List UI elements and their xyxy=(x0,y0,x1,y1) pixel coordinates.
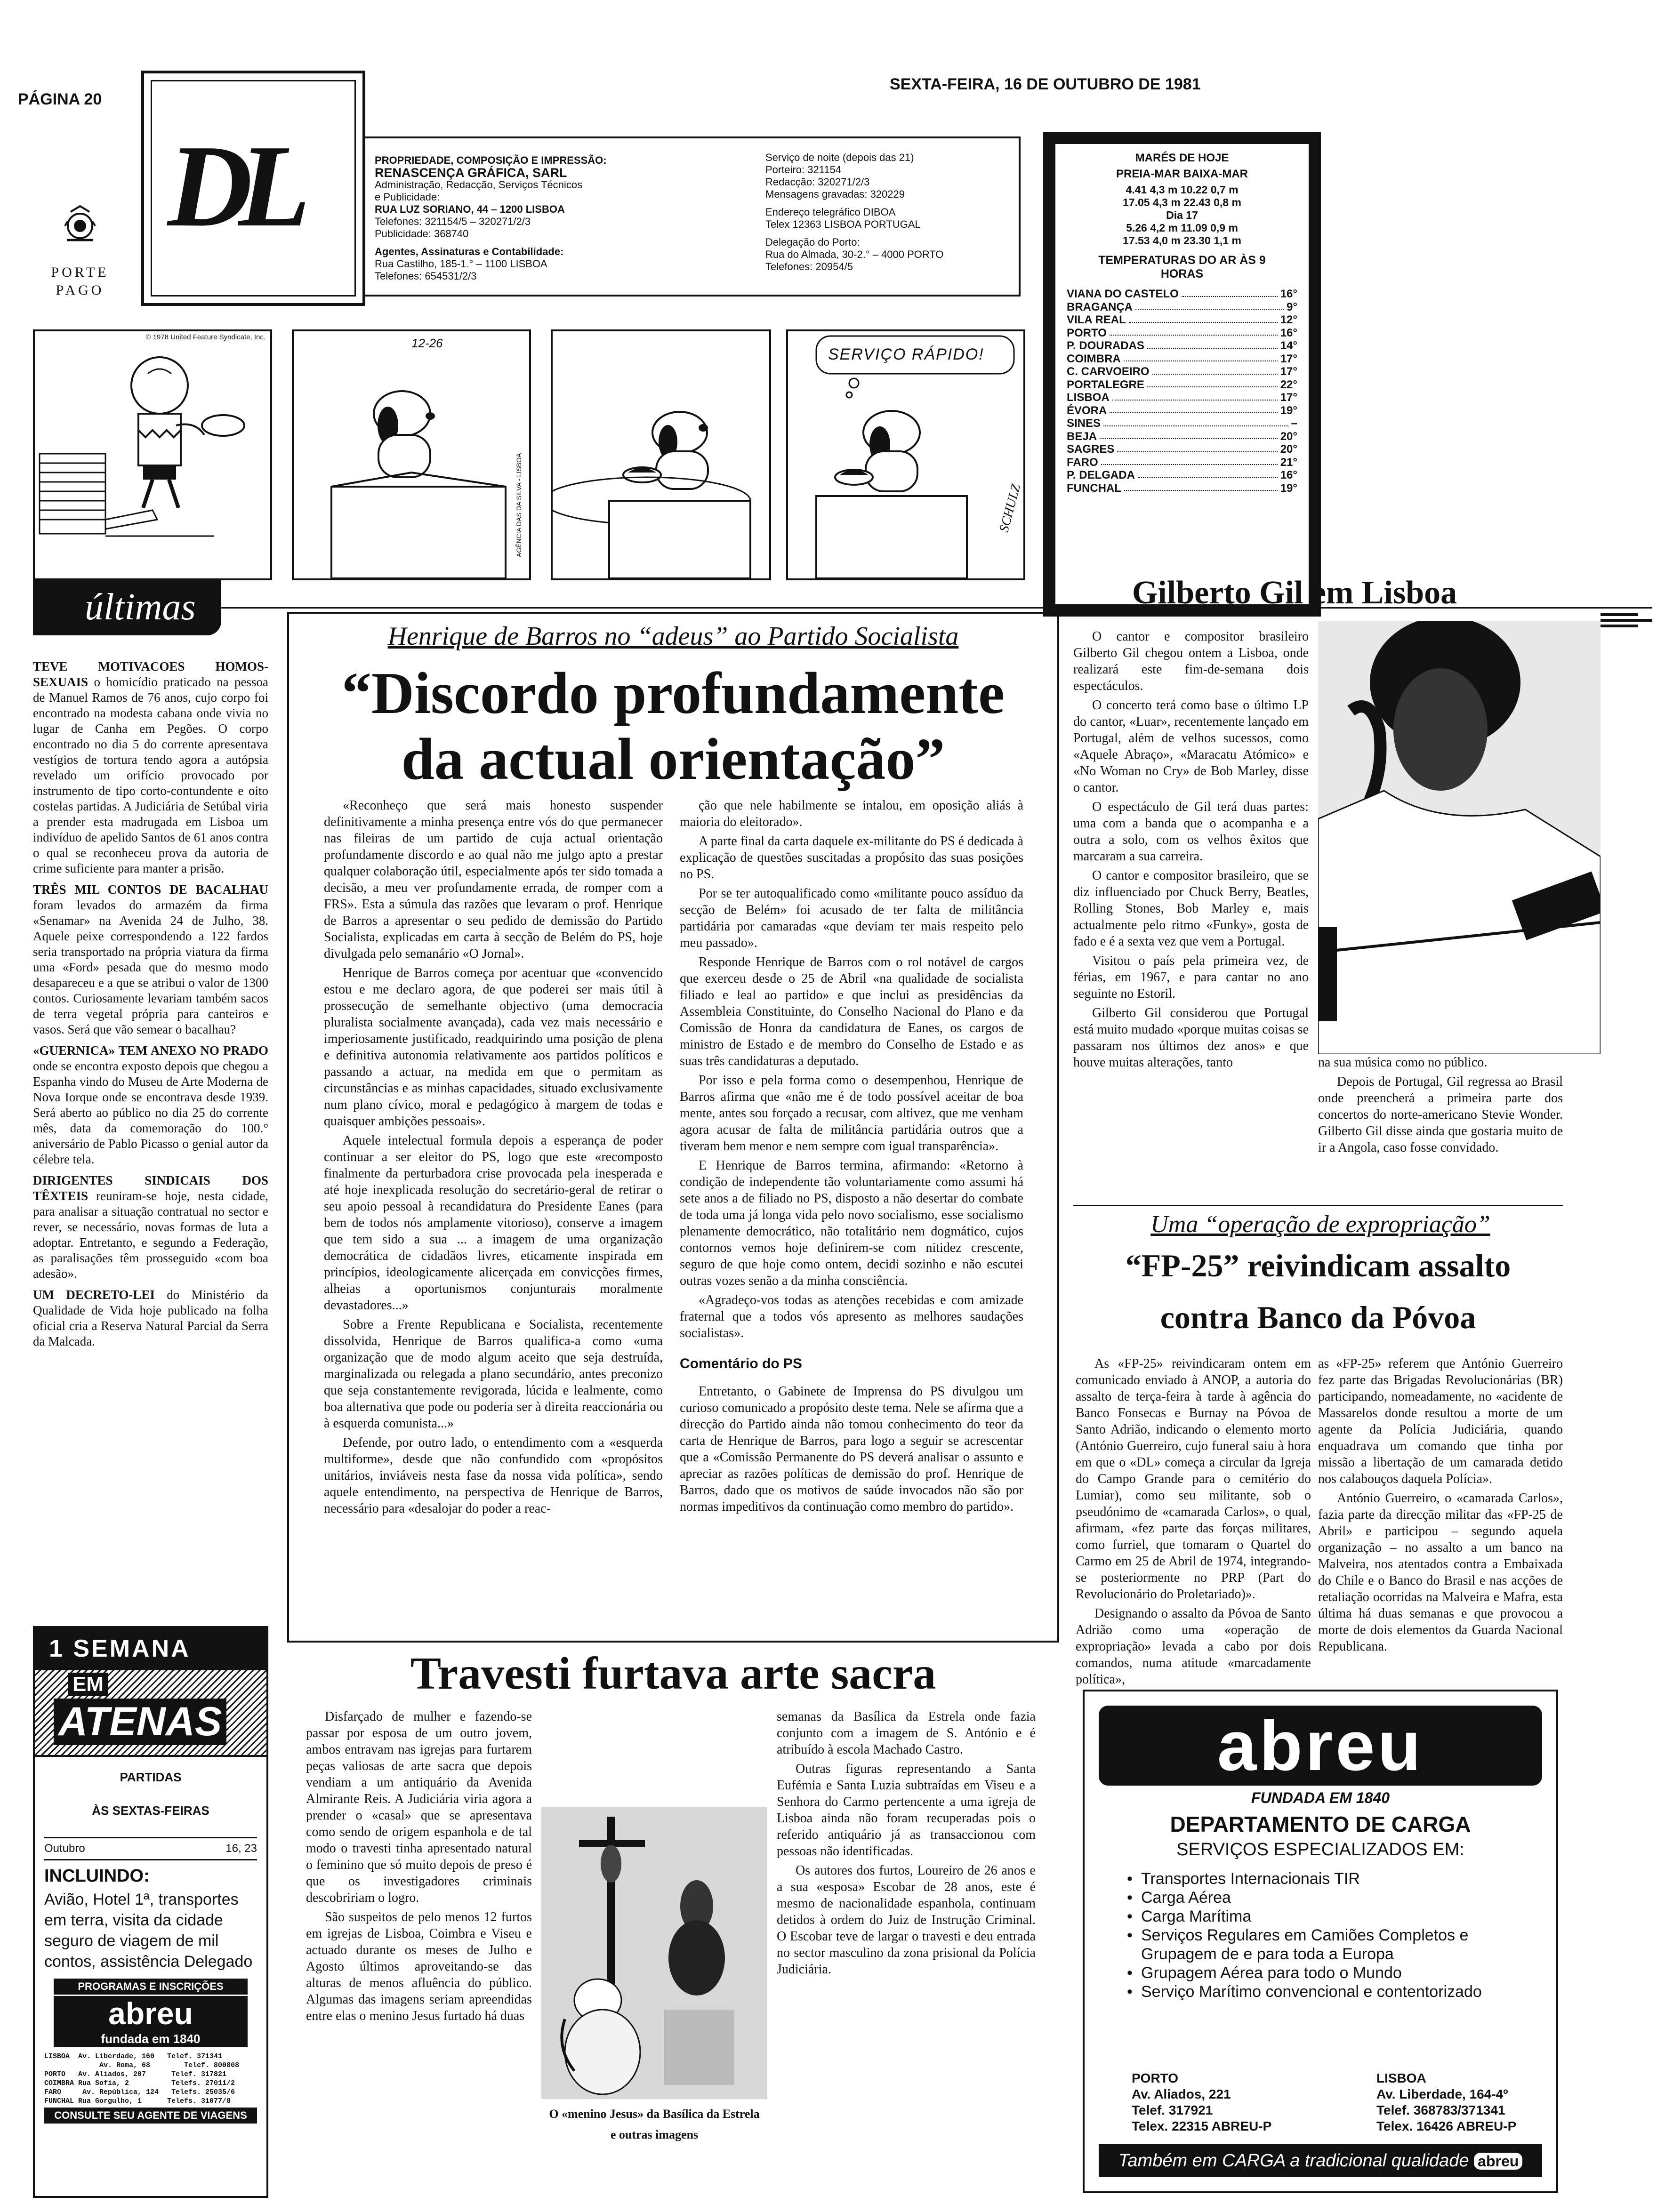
article-paragraph: «Agradeço-vos todas as atenções recebidas e com amizade fraternal que a todos vós apresento as melhores saudações socialistas». xyxy=(680,1293,1023,1340)
main-article-box xyxy=(287,612,1059,1643)
ultimas-lead: DIRIGENTES SINDICAIS DOS TÊXTEIS xyxy=(33,1173,268,1203)
ultimas-text: foram levados do armazém da firma «Senamar» na Avenida 24 de Julho, 38. Aquele peixe correspondendo a 122 fardos seria transportado na própria viatura da firma uma «Ford» pesada que do mesmo modo desapareceu e a que se atribui o valor de 1300 contos. Curiosamente levariam também sacos de terra vegetal própria para canteiros e vasos. Será que vão semear o bacalhau? xyxy=(33,898,268,1036)
temp-value: 19° xyxy=(1280,404,1297,417)
abreu-bullet-item xyxy=(1127,1907,1537,1926)
temp-city: P. DELGADA xyxy=(1067,469,1135,481)
temp-city: PORTALEGRE xyxy=(1067,378,1144,391)
article-paragraph: Aquele intelectual formula depois a esperança de poder continuar a ser eleitor do PS, logo que este «recomposto finalmente da perturbadora crise provocada pela inesperada e até hoje inexplicada resolução do secretário-geral de retirar o seu apoio pessoal à recandidatura do Presidente Eanes (para bem de todos nós amplamente vitorioso), conserve a imagem que tem sido a sua ... a imagem de uma organização democrática de cidadãos livres, eticamente inspirada em princípios, ideologicamente alicerçada em convicções firmes, alheias a oportunismos conjunturais moralmente devastadores...» xyxy=(324,1133,663,1313)
article-paragraph: Designando o assalto da Póvoa de Santo Adrião como uma «operação de expropriação» levada a cabo por dois comandos, numa atitude «marcadamente política», xyxy=(1076,1606,1311,1687)
page-number: PÁGINA 20 xyxy=(18,90,102,108)
masthead-line: Telex 12363 LISBOA PORTUGAL xyxy=(765,218,921,230)
masthead-line: Telefones: 654531/2/3 xyxy=(375,270,477,282)
travesti-headline: Travesti furtava arte sacra xyxy=(410,1648,936,1699)
atenas-brand: abreu xyxy=(54,1995,248,2031)
bullet-icon: • xyxy=(1127,1907,1133,1925)
article-paragraph: as «FP-25» referem que António Guerreiro fez parte das Brigadas Revolucionárias (BR) participando, nomeadamente, no «acidente de Massarelos donde resultou a morte de um agente da Polícia Judiciária, quando enquadrava um comando que tinha por missão a libertação de um camarada detido nos calabouços daquela Polícia». xyxy=(1318,1356,1563,1486)
main-article-col-1 xyxy=(324,797,663,1520)
temp-city: SINES xyxy=(1067,417,1101,430)
temp-city: ÉVORA xyxy=(1067,404,1107,417)
atenas-partidas: PARTIDAS xyxy=(120,1770,182,1784)
temp-value: 22° xyxy=(1280,378,1297,391)
masthead-line: Telefones: 20954/5 xyxy=(765,261,853,272)
temp-value: 16° xyxy=(1280,326,1297,339)
masthead-line: Delegação do Porto: xyxy=(765,236,860,248)
temp-row xyxy=(1067,353,1297,366)
masthead-line: Redacção: 320271/2/3 xyxy=(765,176,870,188)
tide-row: 17.05 4,3 m 22.43 0,8 m xyxy=(1123,196,1241,208)
temps-title: TEMPERATURAS DO AR ÀS 9 HORAS xyxy=(1098,254,1266,281)
atenas-dias: ÀS SEXTAS-FEIRAS xyxy=(92,1803,209,1818)
comic-panel-4 xyxy=(786,329,1025,580)
comic-panel-3 xyxy=(551,329,771,580)
abreu-bullet-item xyxy=(1127,1869,1537,1888)
article-paragraph: Defende, por outro lado, o entendimento com a «esquerda multiforme», desde que não confundido com «propósitos unitários, inviáveis nesta fase da nossa vida política», sendo aquele entendimento, na perspectiva de Henrique de Barros, necessário para «desalojar do poder a reac- xyxy=(324,1435,663,1516)
masthead-line: Administração, Redacção, Serviços Técnicos xyxy=(375,179,583,191)
abreu-porto-line: Av. Aliados, 221 xyxy=(1132,2087,1231,2101)
temp-city: P. DOURADAS xyxy=(1067,339,1144,352)
ultimas-lead: UM DECRETO-LEI xyxy=(33,1288,155,1302)
temp-row xyxy=(1067,443,1297,456)
atenas-offices xyxy=(44,2052,257,2106)
fp25-headline-1: “FP-25” reivindicam assalto xyxy=(1125,1248,1511,1283)
ultimas-banner xyxy=(33,579,221,635)
snoopy-drawing-1 xyxy=(294,331,529,578)
temps-list xyxy=(1067,288,1297,495)
abreu-brand: abreu xyxy=(1217,1706,1424,1785)
crest-icon xyxy=(61,202,99,249)
arrow-icon xyxy=(1601,612,1652,633)
atenas-header xyxy=(35,1628,266,1757)
main-kicker: Henrique de Barros no “adeus” ao Partido Socialista xyxy=(387,622,959,651)
crucifix-icon xyxy=(541,1807,767,2099)
abreu-bullet-item xyxy=(1127,1982,1537,2001)
atenas-ad xyxy=(33,1626,268,2198)
abreu-logo xyxy=(1099,1706,1542,1786)
bullet-icon: • xyxy=(1127,1983,1133,2001)
office-line: FARO Av. República, 124 Telefs. 25035/6 xyxy=(44,2088,235,2096)
masthead-line: Serviço de noite (depois das 21) xyxy=(765,152,914,163)
article-paragraph: Responde Henrique de Barros com o rol notável de cargos que exerceu desde o 25 de Abril «na qualidade de socialista filiado e leal ao partido» e que inclui as presidências da Assembleia Constituinte, do Conselho Nacional do Plano e da Comissão de Honra da candidatura de Eanes, os cargos de ministro de Estado e de membro do Conselho de Estado e as suas três candidaturas a deputado. xyxy=(680,955,1023,1068)
dot-leader xyxy=(1152,365,1278,375)
article-paragraph: Entretanto, o Gabinete de Imprensa do PS divulgou um curioso comunicado a propósito deste tema. Nele se afirma que a direcção do Partido ainda não tomou conhecimento do teor da carta de Henrique de Barros, para logo a seguir se acrescentar que a «Comissão Permanente do PS deverá analisar o assunto e apreciar as razões políticas de demissão do prof. Henrique de Barros, dado que os motivos de saúde invocados não são por normas impeditivos da continuação como membro do partido». xyxy=(680,1384,1023,1514)
article-paragraph: E Henrique de Barros termina, afirmando: «Retorno à condição de independente tão voluntariamente como assumi há sete anos a de filiado no PS, disposto a não desertar do combate de toda uma já longa vida pelo novo socialismo, esse socialismo plenamente democrático, não totalitário nem dogmático, cujos contornos vemos hoje definirem-se com nitidez crescente, seguro de que hoje como ontem, decidi sozinho e não escutei outras vozes senão a da minha consciência. xyxy=(680,1158,1023,1288)
comic-panel-2 xyxy=(292,329,531,580)
abreu-lisboa xyxy=(1376,2070,1516,2134)
article-paragraph: O concerto terá como base o último LP do cantor, «Luar», recentemente lançado em Portugal, além de velhos sucessos, como «Aquele Abraço», «Maracatu Atómico» e «No Woman no Cry» de Bob Marley, disse o cantor. xyxy=(1073,698,1309,795)
masthead-line: e Publicidade: xyxy=(375,191,440,203)
comic-strip xyxy=(33,329,1022,579)
sacred-art-photo xyxy=(541,1807,767,2099)
temp-row xyxy=(1067,391,1297,404)
abreu-bullet-text: Transportes Internacionais TIR xyxy=(1141,1870,1360,1888)
gilberto-gil-photo xyxy=(1318,621,1601,1054)
ultimas-text: o homicídio praticado na pessoa de Manuel Ramos de 76 anos, cujo corpo foi encontrado na modesta cabana onde vivia no lugar de Canha em Pegões. O corpo encontrado no dia 5 do corrente apresentava vestígios de tortura tendo agora a autópsia revelado um orifício provocado por instrumento de tipo corto-contundente e oito costelas partidas. A Judiciária de Setúbal viria a prender esta madrugada em Lisboa um indivíduo de apelido Santos de 61 anos contra o qual se reconheceu prova da autoria de crime suficiente para manter a prisão. xyxy=(33,675,269,875)
article-paragraph: Por isso e pela forma como o desempenhou, Henrique de Barros afirma que «não me é de todo possível aceitar de boa mente, antes sou forçado a recusar, com altivez, que me venham agora acusar de falta de militância partidária outros que a tiveram bem menor e nem sempre com igual transparência». xyxy=(680,1073,1023,1154)
abreu-porto-line: Telex. 22315 ABREU-P xyxy=(1132,2119,1272,2133)
abreu-lisboa-line: LISBOA xyxy=(1376,2071,1426,2085)
atenas-body: Avião, Hotel 1ª, transportes em terra, visita da cidade seguro de viagem de mil contos, assistência Delegado xyxy=(44,1891,253,1971)
abreu-dept: DEPARTAMENTO DE CARGA xyxy=(1170,1812,1471,1836)
temp-value: 14° xyxy=(1280,339,1297,352)
abreu-bullet-text: Carga Marítima xyxy=(1141,1907,1252,1925)
temp-row xyxy=(1067,339,1297,353)
abreu-servicos: SERVIÇOS ESPECIALIZADOS EM: xyxy=(1176,1840,1464,1859)
temp-row xyxy=(1067,378,1297,392)
article-paragraph: Henrique de Barros começa por acentuar que «convencido estou e me declaro agora, de que poderei ser mais útil à prossecução de semelhante objectivo (uma democracia pluralista socialmente avançada), cada vez mais necessário e imperiosamente justificado, readquirindo uma posição de plena e definitiva autonomia relativamente aos partidos políticos e passando a actuar, na medida em que o permitam as circunstâncias e as minhas capacidades, situado exclusivamente num plano cívico, moral e pedagógico à margem de todas e quaisquer ambições pessoais». xyxy=(324,966,663,1129)
dot-leader xyxy=(1147,378,1278,388)
abreu-lisboa-line: Av. Liberdade, 164-4º xyxy=(1376,2087,1508,2101)
masthead-line: Mensagens gravadas: 320229 xyxy=(765,188,905,200)
abreu-fundada: FUNDADA EM 1840 xyxy=(1251,1789,1390,1806)
ultimas-lead: «GUERNICA» TEM ANEXO NO PRADO xyxy=(33,1043,268,1058)
tide-row: 5.26 4,2 m 11.09 0,9 m xyxy=(1126,222,1238,234)
ultimas-item xyxy=(33,1173,268,1282)
temp-value: 17° xyxy=(1280,352,1297,365)
ultimas-text: reuniram-se hoje, nesta cidade, para analisar a situação contratual no sector e rever, se necessário, novas formas de luta a adoptar. Entretanto, e segundo a Federação, as paralisações têm prosseguido «com boa adesão». xyxy=(33,1189,269,1281)
temp-row xyxy=(1067,313,1297,327)
temp-value: 20° xyxy=(1280,443,1297,456)
atenas-consulte: CONSULTE SEU AGENTE DE VIAGENS xyxy=(44,2108,257,2124)
abreu-bullet-text: Serviços Regulares em Camiões Completos e Grupagem de e para toda a Europa xyxy=(1141,1926,1469,1963)
temp-city: FUNCHAL xyxy=(1067,481,1121,495)
atenas-mes: Outubro xyxy=(44,1842,85,1855)
tide-row: 4.41 4,3 m 10.22 0,7 m xyxy=(1126,184,1239,196)
abreu-porto-line: Telef. 317921 xyxy=(1132,2103,1213,2117)
dot-leader xyxy=(1135,301,1284,310)
article-paragraph: semanas da Basílica da Estrela onde fazia conjunto com a imagem de S. António e é atribuído à escola Machado Castro. xyxy=(777,1709,1036,1757)
temp-city: BRAGANÇA xyxy=(1067,300,1133,313)
abreu-footer-text: Também em CARGA a tradicional qualidade xyxy=(1118,2151,1469,2171)
dot-leader xyxy=(1124,482,1278,491)
masthead-line: Rua Castilho, 185-1.° – 1100 LISBOA xyxy=(375,258,547,270)
bullet-icon: • xyxy=(1127,1870,1133,1888)
article-paragraph: Por se ter autoqualificado como «militante pouco assíduo da secção de Belém» foi acusado de ter falta de militância partidária por camaradas «que deviam ter mais respeito pelo meu passado». xyxy=(680,886,1023,950)
dot-leader xyxy=(1112,391,1278,401)
temp-value: 9° xyxy=(1287,300,1297,313)
dot-leader xyxy=(1147,339,1278,349)
atenas-programas: PROGRAMAS E INSCRIÇÕES xyxy=(54,1979,248,1995)
article-paragraph: «Reconheço que será mais honesto suspender definitivamente a minha presença entre vós do que permanecer nas fileiras de um partido de cuja actual orientação profundamente discordo e ao qual não me julgo apto a prestar qualquer colaboração útil, especialmente após ter sido tomada a decisão, a meu ver profundamente errada, de romper com a FRS». Esta a súmula das razões que levaram o prof. Henrique de Barros a apresentar o seu pedido de demissão do Partido Socialista, explicadas em carta à secção de Belém do PS, hoje divulgada pelo semanário «O Jornal». xyxy=(324,798,663,961)
ultimas-text: do Ministério da Qualidade de Vida hoje publicado na folha oficial cria a Reserva Natural Parcial da Serra da Malcada. xyxy=(33,1288,268,1348)
fp25-headline-2: contra Banco da Póvoa xyxy=(1160,1299,1476,1335)
abreu-lisboa-line: Telef. 368783/371341 xyxy=(1376,2103,1505,2117)
dl-logo: DL xyxy=(168,121,297,251)
masthead-line: RUA LUZ SORIANO, 44 – 1200 LISBOA xyxy=(375,203,565,215)
gil-article-side xyxy=(1318,1054,1563,1159)
abreu-bullets xyxy=(1127,1869,1537,2001)
temp-row xyxy=(1067,288,1297,301)
fp25-col-1 xyxy=(1076,1355,1311,1691)
temp-city: COIMBRA xyxy=(1067,352,1121,365)
bullet-icon: • xyxy=(1127,1926,1133,1944)
article-paragraph: O cantor e compositor brasileiro, que se diz influenciado por Chuck Berry, Beatles, Rolling Stones, Bob Marley e, mais actualmente pelo ritmo «Funky», gosta de fado e é a sexta vez que vem a Portugal. xyxy=(1073,868,1309,949)
temp-city: PORTO xyxy=(1067,326,1107,339)
temp-row xyxy=(1067,404,1297,417)
masthead-logo-box xyxy=(141,71,365,306)
main-headline-1: “Discordo profundamente xyxy=(341,661,1005,726)
temp-city: C. CARVOEIRO xyxy=(1067,365,1150,378)
temp-value: 21° xyxy=(1280,456,1297,469)
article-paragraph: António Guerreiro, o «camarada Carlos», fazia parte da direcção militar das «FP-25 de Abril» e participou – segundo aquela organização – no assalto a um banco na Malveira, nos atentados contra a Embaixada do Chile e o Banco do Brasil e nas acções de retaliação ocorridas na Malveira e Mafra, esta última há duas semanas e que provocou a morte de dois elementos da Guarda Nacional Republicana. xyxy=(1318,1491,1563,1654)
article-paragraph: São suspeitos de pelo menos 12 furtos em igrejas de Lisboa, Coimbra e Viseu e actuado durante os meses de Julho e Agosto últimos aproveitando-se das alturas de menos afluência do público. Algumas das imagens seriam apreendidas entre elas o menino Jesus furtado há duas xyxy=(306,1910,532,2023)
office-line: LISBOA Av. Liberdade, 160 Telef. 371341 xyxy=(44,2052,223,2060)
abreu-porto xyxy=(1132,2070,1271,2134)
article-paragraph: ção que nele habilmente se intalou, em oposição aliás à maioria do eleitorado». xyxy=(680,798,1023,829)
masthead-line: PROPRIEDADE, COMPOSIÇÃO E IMPRESSÃO: xyxy=(375,154,607,166)
tide-row: 17.53 4,0 m 23.30 1,1 m xyxy=(1123,234,1241,247)
abreu-bullet-text: Grupagem Aérea para todo o Mundo xyxy=(1141,1964,1402,1982)
article-paragraph: Gilberto Gil considerou que Portugal está muito mudado «porque muitas coisas se passaram nos últimos dez anos» e que houve muitas alterações, tanto xyxy=(1073,1006,1309,1070)
temp-row xyxy=(1067,301,1297,314)
temp-city: BEJA xyxy=(1067,430,1097,443)
main-article-col-2 xyxy=(680,797,1023,1518)
temp-row xyxy=(1067,430,1297,443)
ultimas-text: onde se encontra exposto depois que chegou a Espanha vindo do Museu de Arte Moderna de Nova Iorque onde se encontrava desde 1939. Será aberto ao público no dia 25 do corrente mês, data da comemoração do 100.° aniversário de Pablo Picasso o genial autor da célebre tela. xyxy=(33,1059,268,1166)
masthead-line: Agentes, Assinaturas e Contabilidade: xyxy=(375,246,564,257)
abreu-bullet-text: Serviço Marítimo convencional e contentorizado xyxy=(1141,1983,1482,2001)
masthead-line: Rua do Almada, 30-2.° – 4000 PORTO xyxy=(765,248,944,260)
dot-leader xyxy=(1110,327,1278,336)
atenas-fundada: fundada em 1840 xyxy=(54,2031,248,2047)
comic-side-credit: AGÊNCIA DAS DA SILVA - LISBOA xyxy=(515,453,523,557)
tides-title: MARÉS DE HOJE xyxy=(1135,152,1229,164)
article-paragraph: As «FP-25» reivindicaram ontem em comunicado enviado à ANOP, a autoria do assalto de terça-feira à tarde à agência do Banco Fonsecas e Burnay na Póvoa de Santo Adrião, indicando o elemento morto (António Guerreiro, cujo funeral saiu à hora em que o «DL» começa a circular da Igreja do Campo Grande para o cemitério do Lumiar), como seu militante, sob o pseudónimo de «camarada Carlos», o qual, afirmam, «fez parte das forças militares, como furriel, que tomaram o Quartel do Carmo em 25 de Abril de 1974, integrando-se posteriormente no PRP (Part do Revolucionário do Proletariado)». xyxy=(1076,1356,1311,1602)
ultimas-lead: TRÊS MIL CONTOS DE BACALHAU xyxy=(33,882,268,897)
article-paragraph: Visitou o país pela primeira vez, de férias, em 1967, e para cantar no ano seguinte no Estoril. xyxy=(1073,954,1309,1001)
article-paragraph: Disfarçado de mulher e fazendo-se passar por esposa de um outro jovem, ambos entravam nas igrejas para furtarem peças valiosas de arte sacra que depois vendiam a um antiquário da Avenida Almirante Reis. A Judiciária viria agora a prender o «casal» que se apresentava como sendo de origem espanhola e de tal modo o travesti tinha apresentado natural o feminino que só muito depois de preso é que os investigadores criminais descobririam o logro. xyxy=(306,1709,532,1905)
dot-leader xyxy=(1101,456,1278,465)
abreu-bullet-item xyxy=(1127,1964,1537,1982)
temp-value: 20° xyxy=(1280,430,1297,443)
temp-value: 12° xyxy=(1280,313,1297,326)
office-line: PORTO Av. Aliados, 207 Telef. 317821 xyxy=(44,2070,227,2078)
ultimas-lead: TEVE MOTIVACOES HOMOS-SEXUAIS xyxy=(33,659,268,689)
dot-leader xyxy=(1138,469,1278,478)
porte-pago: PORTE PAGO xyxy=(51,264,109,298)
abreu-footer xyxy=(1099,2144,1542,2177)
article-paragraph: O cantor e compositor brasileiro Gilberto Gil chegou ontem a Lisboa, onde realizará este fim-de-semana dois espectáculos. xyxy=(1073,629,1309,693)
article-paragraph: Depois de Portugal, Gil regressa ao Brasil onde preencherá a primeira parte dos concertos do norte-americano Stevie Wonder. Gilberto Gil disse ainda que gostaria muito de ir a Angola, caso fosse convidado. xyxy=(1318,1074,1563,1155)
main-headline-2: da actual orientação” xyxy=(401,727,945,792)
travesti-col-3 xyxy=(777,1708,1036,1980)
dot-leader xyxy=(1117,443,1277,452)
temp-row xyxy=(1067,417,1297,430)
temp-value: 17° xyxy=(1280,365,1297,378)
ultimas-item xyxy=(33,1043,268,1167)
speech-bubble-icon xyxy=(788,331,1023,578)
dot-leader xyxy=(1182,288,1278,297)
masthead-line: Telefones: 321154/5 – 320271/2/3 xyxy=(375,216,531,227)
tides-table xyxy=(1067,184,1297,247)
fp25-kicker: Uma “operação de expropriação” xyxy=(1150,1211,1490,1238)
bullet-icon: • xyxy=(1127,1889,1133,1907)
travesti-col-1 xyxy=(306,1708,532,2027)
tides-subtitle: PREIA-MAR BAIXA-MAR xyxy=(1116,168,1248,180)
comic-date: 12-26 xyxy=(411,336,443,350)
photo-caption: O «menino Jesus» da Basílica da Estrela e outras imagens xyxy=(549,2107,760,2141)
temp-city: VILA REAL xyxy=(1067,313,1126,326)
masthead-line: RENASCENÇA GRÁFICA, SARL xyxy=(375,166,567,180)
comic-speech: SERVIÇO RÁPIDO! xyxy=(828,345,984,363)
masthead-contacts xyxy=(765,152,1010,273)
masthead-line: Endereço telegráfico DIBOA xyxy=(765,206,896,218)
abreu-lisboa-line: Telex. 16426 ABREU-P xyxy=(1376,2119,1517,2133)
abreu-cargo-ad xyxy=(1083,1690,1558,2193)
atenas-datas: 16, 23 xyxy=(225,1842,257,1855)
article-paragraph: na sua música como no público. xyxy=(1318,1055,1488,1070)
abreu-footer-brand: abreu xyxy=(1474,2153,1522,2170)
abreu-bullet-item xyxy=(1127,1926,1537,1964)
snoopy-drawing-2 xyxy=(553,331,769,578)
temp-value: 16° xyxy=(1280,288,1297,300)
article-paragraph: O espectáculo de Gil terá duas partes: uma com a banda que o acompanha e a outra a solo, com os velhos êxitos que marcaram a sua carreira. xyxy=(1073,800,1309,864)
office-line: Av. Roma, 68 Telef. 800808 xyxy=(44,2061,240,2069)
article-paragraph: Sobre a Frente Republicana e Socialista, recentemente dissolvida, Henrique de Barros qualifica-a como «uma organização que de modo algum aceito que seja destruída, marginalizada ou relegada a plano secundário, antes preconizo que seja constantemente revigorada, lúcida e lealmente, como boa alternativa que pode ou poderia ser à direita reaccionária ou à esquerda comunista...» xyxy=(324,1317,663,1431)
atenas-em: EM xyxy=(68,1673,108,1696)
temp-row xyxy=(1067,456,1297,469)
dot-leader xyxy=(1110,404,1277,414)
tide-row: Dia 17 xyxy=(1166,209,1198,221)
article-paragraph: Outras figuras representando a Santa Eufémia e Santa Luzia subtraídas em Viseu e a Senhora do Carmo pertencente a uma igreja de Lisboa ainda não foram recuperadas pois o referido antiquário já as transaccionou com pessoas não identificadas. xyxy=(777,1762,1036,1859)
temp-value: 16° xyxy=(1280,469,1297,481)
ultimas-item xyxy=(33,1287,268,1349)
masthead-line: Publicidade: 368740 xyxy=(375,228,469,240)
dot-leader xyxy=(1124,353,1278,362)
atenas-top: 1 SEMANA xyxy=(49,1635,191,1662)
office-line: FUNCHAL Rua Gorgulho, 1 Telefs. 31077/8 xyxy=(44,2097,231,2105)
temp-row xyxy=(1067,482,1297,495)
ultimas-title: últimas xyxy=(85,586,196,628)
temp-city: VIANA DO CASTELO xyxy=(1067,288,1179,300)
office-line: COIMBRA Rua Sofia, 2 Telefs. 27011/2 xyxy=(44,2079,235,2087)
masthead-company xyxy=(375,154,667,282)
ultimas-column xyxy=(33,659,268,1355)
main-subhead: Comentário do PS xyxy=(680,1356,803,1371)
gil-headline: Gilberto Gil em Lisboa xyxy=(1132,575,1457,611)
atenas-city: ATENAS xyxy=(54,1699,226,1745)
atenas-incluindo: INCLUINDO: xyxy=(44,1866,150,1886)
temp-row xyxy=(1067,365,1297,378)
temp-city: LISBOA xyxy=(1067,391,1110,404)
ultimas-item xyxy=(33,659,268,876)
comic-copyright: © 1978 United Feature Syndicate, Inc. xyxy=(145,333,265,341)
fp25-col-2 xyxy=(1318,1355,1563,1658)
temp-value: – xyxy=(1291,417,1297,430)
portrait-icon xyxy=(1318,621,1601,1054)
dot-leader xyxy=(1100,430,1278,440)
temp-value: 19° xyxy=(1280,481,1297,495)
ultimas-item xyxy=(33,882,268,1037)
comic-signature: SCHULZ xyxy=(997,482,1024,534)
temp-value: 17° xyxy=(1280,391,1297,404)
dot-leader xyxy=(1103,417,1288,426)
article-paragraph: A parte final da carta daquele ex-militante do PS é dedicada à explicação de questões suscitadas a propósito das suas posições no PS. xyxy=(680,834,1023,882)
temp-row xyxy=(1067,327,1297,340)
masthead-line: Porteiro: 321154 xyxy=(765,164,842,176)
weather-box xyxy=(1043,132,1321,617)
charlie-brown-drawing xyxy=(35,331,270,578)
dot-leader xyxy=(1129,313,1278,323)
comic-panel-1 xyxy=(33,329,272,580)
abreu-porto-line: PORTO xyxy=(1132,2071,1179,2085)
abreu-bullet-item xyxy=(1127,1888,1537,1907)
gil-article-col xyxy=(1073,628,1309,1074)
bullet-icon: • xyxy=(1127,1964,1133,1982)
temp-city: FARO xyxy=(1067,456,1098,469)
article-paragraph: Os autores dos furtos, Loureiro de 26 anos e a sua «esposa» Escobar de 28 anos, este é mesmo de nacionalidade espanhola, continuam detidos à ordem do Juiz de Instrução Criminal. O Escobar teve de largar o travesti e deu entrada no sector masculino da zona prisional da Polícia Judiciária. xyxy=(777,1863,1036,1977)
temp-city: SAGRES xyxy=(1067,443,1115,456)
temp-row xyxy=(1067,469,1297,482)
masthead-info xyxy=(365,136,1021,297)
abreu-bullet-text: Carga Aérea xyxy=(1141,1889,1231,1907)
issue-date: SEXTA-FEIRA, 16 DE OUTUBRO DE 1981 xyxy=(890,75,1201,93)
